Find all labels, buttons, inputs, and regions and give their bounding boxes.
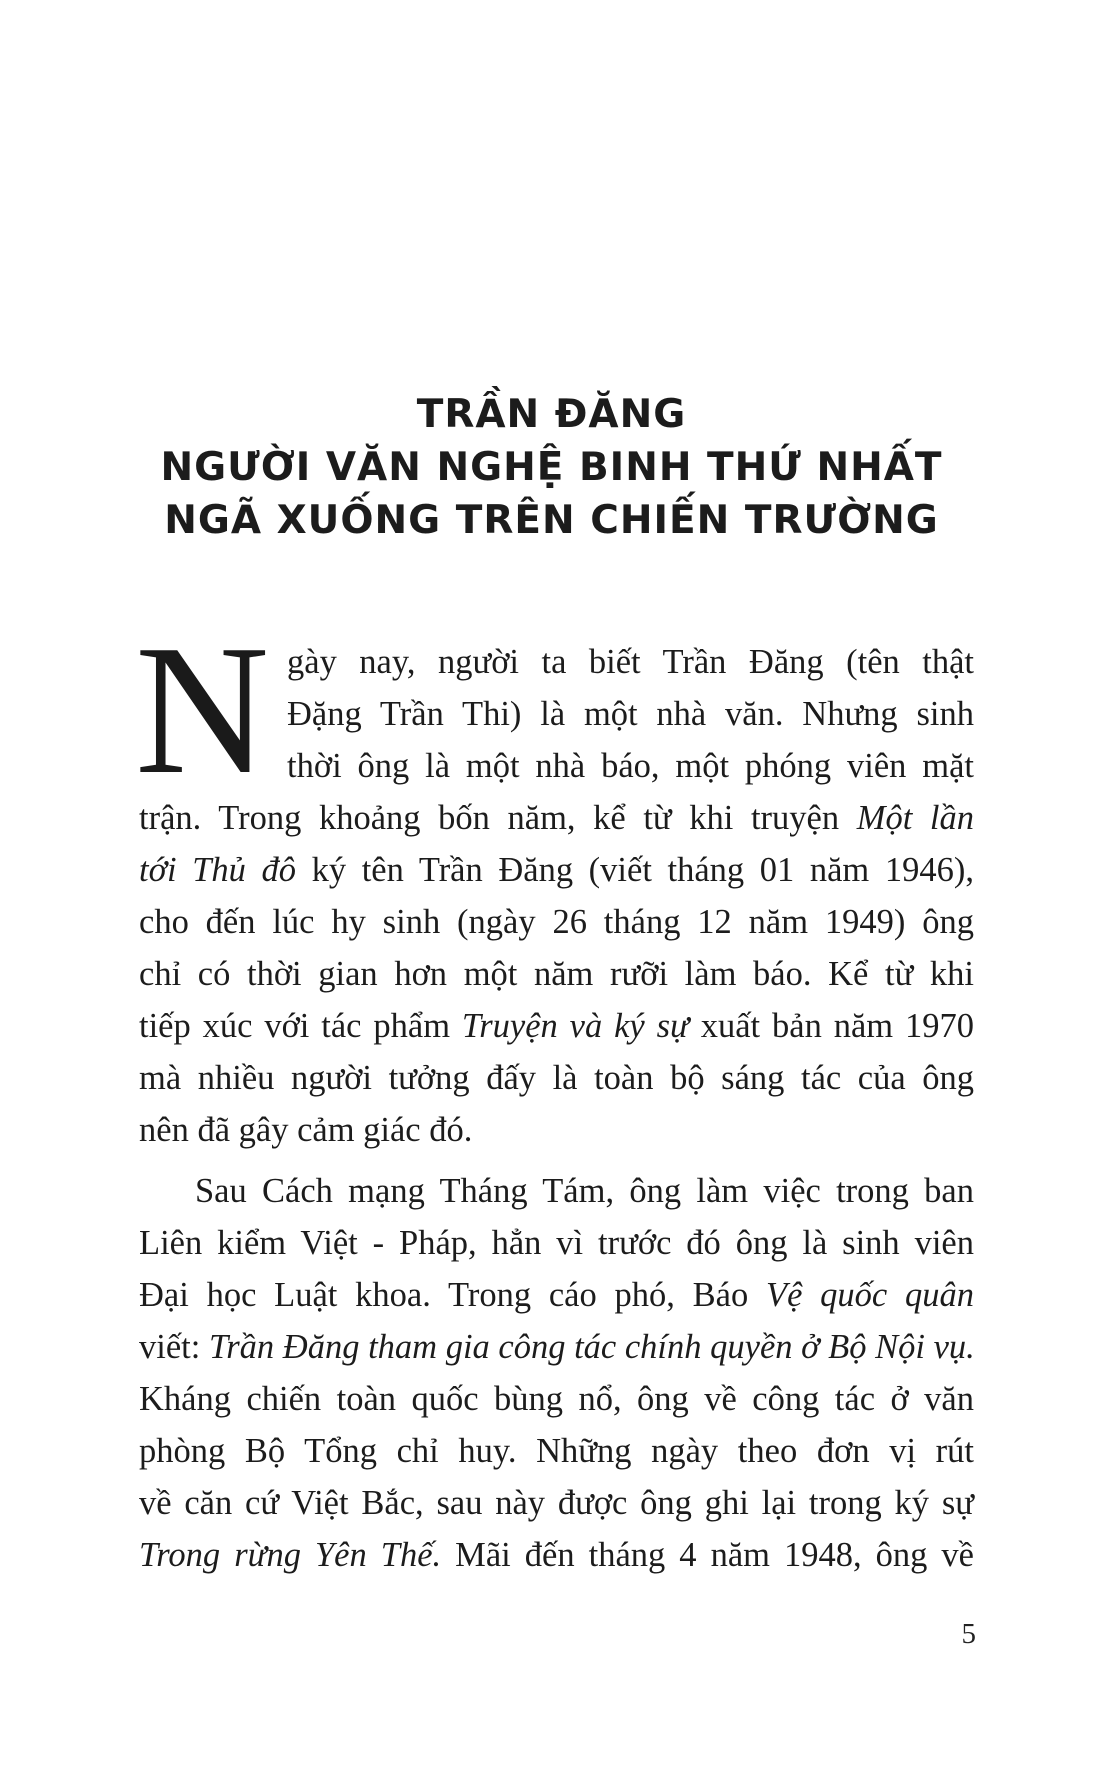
text-line: về căn cứ Việt Bắc, sau này được ông ghi lại trong ký sự bbox=[139, 1484, 974, 1522]
newspaper-title-italic: Vệ quốc quân bbox=[766, 1276, 974, 1314]
chapter-title bbox=[0, 388, 1103, 547]
book-title-italic: Trong rừng Yên Thế. bbox=[139, 1536, 442, 1574]
text-line: chỉ có thời gian hơn một năm rưỡi làm báo. Kể từ khi bbox=[139, 955, 974, 993]
text-line: phòng Bộ Tổng chỉ huy. Những ngày theo đơn vị rút bbox=[139, 1432, 974, 1470]
text-line: cho đến lúc hy sinh (ngày 26 tháng 12 năm 1949) ông bbox=[139, 903, 974, 941]
book-title-italic: tới Thủ đô bbox=[139, 851, 296, 889]
paragraph-1 bbox=[139, 636, 974, 1156]
book-title-italic: Truyện và ký sự bbox=[461, 1007, 689, 1045]
title-line-3: NGÃ XUỐNG TRÊN CHIẾN TRƯỜNG bbox=[164, 498, 939, 543]
book-title-italic: Một lần bbox=[856, 799, 974, 837]
text-line: Kháng chiến toàn quốc bùng nổ, ông về công tác ở văn bbox=[139, 1380, 974, 1418]
text-line: nên đã gây cảm giác đó. bbox=[139, 1111, 473, 1149]
page-number: 5 bbox=[961, 1618, 976, 1650]
text-line: Đại học Luật khoa. Trong cáo phó, Báo Vệ quốc quân bbox=[139, 1276, 974, 1314]
text-line: Trong rừng Yên Thế. Mãi đến tháng 4 năm 1948, ông về bbox=[139, 1536, 974, 1574]
text-line: viết: Trần Đăng tham gia công tác chính quyền ở Bộ Nội vụ. bbox=[139, 1328, 975, 1366]
text-line: Đặng Trần Thi) là một nhà văn. Nhưng sinh bbox=[287, 695, 974, 733]
text-line: tiếp xúc với tác phẩm Truyện và ký sự xuất bản năm 1970 bbox=[139, 1007, 975, 1045]
text-line: tới Thủ đô ký tên Trần Đăng (viết tháng 01 năm 1946), bbox=[139, 851, 974, 889]
text-line: trận. Trong khoảng bốn năm, kể từ khi truyện Một lần bbox=[139, 799, 974, 837]
drop-cap: N bbox=[135, 607, 270, 813]
text-line: mà nhiều người tưởng đấy là toàn bộ sáng tác của ông bbox=[139, 1059, 974, 1097]
text-line: gày nay, người ta biết Trần Đăng (tên thật bbox=[287, 643, 974, 681]
title-line-2: NGƯỜI VĂN NGHỆ BINH THỨ NHẤT bbox=[160, 445, 943, 490]
quote-italic: Trần Đăng tham gia công tác chính quyền ở Bộ Nội vụ. bbox=[208, 1328, 975, 1366]
text-line: thời ông là một nhà báo, một phóng viên mặt bbox=[287, 747, 974, 785]
title-line-1: TRẦN ĐĂNG bbox=[416, 392, 687, 437]
text-line: Liên kiểm Việt - Pháp, hẳn vì trước đó ông là sinh viên bbox=[139, 1224, 974, 1262]
paragraph-2 bbox=[139, 1165, 974, 1581]
text-line: Sau Cách mạng Tháng Tám, ông làm việc trong ban bbox=[195, 1172, 974, 1210]
